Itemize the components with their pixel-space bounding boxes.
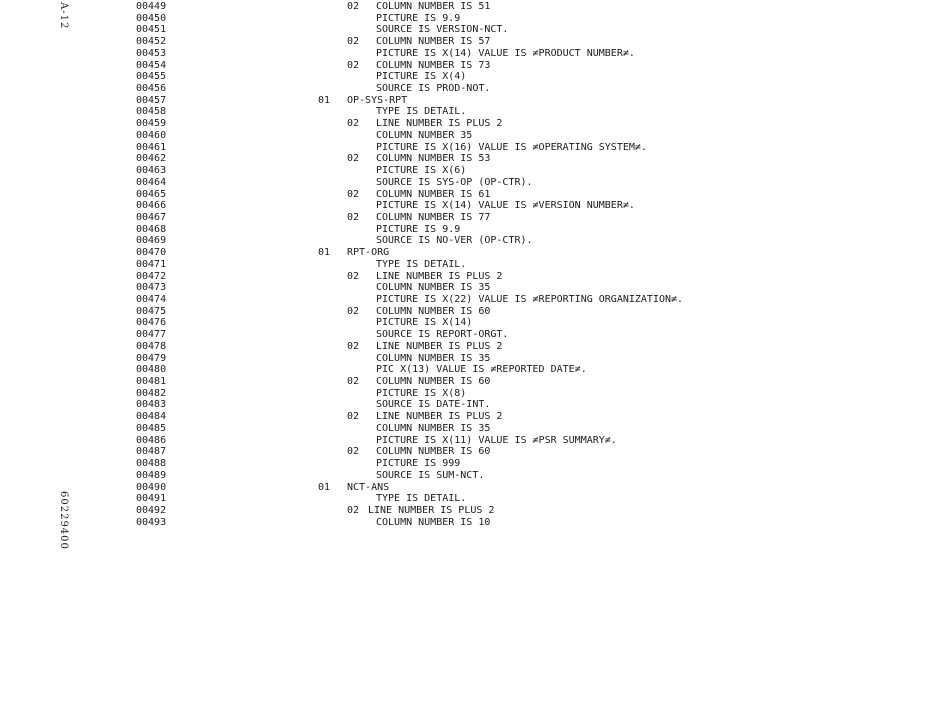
listing-line xyxy=(0,376,950,388)
statement-text: COLUMN NUMBER IS 77 xyxy=(376,211,491,223)
statement-text: COLUMN NUMBER IS 73 xyxy=(376,59,491,71)
listing-line xyxy=(0,1,950,13)
listing-line xyxy=(0,60,950,72)
listing-line xyxy=(0,317,950,329)
line-number: 00488 xyxy=(136,458,167,470)
statement-text: LINE NUMBER IS PLUS 2 xyxy=(376,270,503,282)
listing-line xyxy=(0,118,950,130)
listing-line xyxy=(0,200,950,212)
level-number: 02 xyxy=(347,36,360,48)
page-number-label: A-12 xyxy=(58,2,69,30)
line-number: 00461 xyxy=(136,141,167,153)
listing-line xyxy=(0,306,950,318)
line-number: 00459 xyxy=(136,118,167,130)
listing-line xyxy=(0,341,950,353)
statement-text: PICTURE IS X(22) VALUE IS ≠REPORTING ORGANIZATION≠. xyxy=(376,294,684,305)
listing-line xyxy=(0,95,950,107)
line-number: 00456 xyxy=(136,83,167,95)
statement-text: PICTURE IS X(16) VALUE IS ≠OPERATING SYSTEM≠. xyxy=(376,141,647,153)
statement-text: COLUMN NUMBER IS 51 xyxy=(376,1,491,12)
line-number: 00474 xyxy=(136,294,167,305)
line-number: 00482 xyxy=(136,387,167,399)
statement-text: PICTURE IS X(11) VALUE IS ≠PSR SUMMARY≠. xyxy=(376,434,617,446)
listing-line xyxy=(0,411,950,423)
listing-line xyxy=(0,517,950,529)
statement-text: COLUMN NUMBER IS 35 xyxy=(376,422,491,434)
line-number: 00473 xyxy=(136,282,167,294)
line-number: 00491 xyxy=(136,493,167,505)
statement-text: SOURCE IS DATE-INT. xyxy=(376,399,491,411)
line-number: 00475 xyxy=(136,305,167,317)
level-number: 02 xyxy=(347,118,360,130)
line-number: 00451 xyxy=(136,24,167,36)
statement-text: COLUMN NUMBER IS 10 xyxy=(376,516,491,528)
listing-line xyxy=(0,165,950,177)
line-number: 00460 xyxy=(136,129,167,141)
statement-text: COLUMN NUMBER 35 xyxy=(376,129,473,141)
line-number: 00470 xyxy=(136,247,167,259)
listing-line xyxy=(0,294,950,306)
statement-text: PICTURE IS X(6) xyxy=(376,165,467,177)
statement-text: COLUMN NUMBER IS 53 xyxy=(376,153,491,165)
statement-text: SOURCE IS REPORT-ORGT. xyxy=(376,329,509,341)
line-number: 00480 xyxy=(136,364,167,376)
level-number: 02 xyxy=(347,270,360,282)
statement-text: COLUMN NUMBER IS 57 xyxy=(376,36,491,48)
statement-text: COLUMN NUMBER IS 35 xyxy=(376,352,491,364)
statement-text: PICTURE IS X(8) xyxy=(376,387,467,399)
level-number: 01 xyxy=(318,94,331,106)
statement-text: NCT-ANS xyxy=(347,481,390,493)
level-number: 02 xyxy=(347,1,360,12)
line-number: 00450 xyxy=(136,12,167,24)
line-number: 00467 xyxy=(136,211,167,223)
line-number: 00487 xyxy=(136,446,167,458)
listing-line xyxy=(0,364,950,376)
line-number: 00449 xyxy=(136,1,167,12)
statement-text: TYPE IS DETAIL. xyxy=(376,493,467,505)
statement-text: SOURCE IS VERSION-NCT. xyxy=(376,24,509,36)
statement-text: LINE NUMBER IS PLUS 2 xyxy=(376,411,503,423)
statement-text: PICTURE IS X(4) xyxy=(376,71,467,83)
line-number: 00471 xyxy=(136,258,167,270)
listing-line xyxy=(0,271,950,283)
line-number: 00463 xyxy=(136,165,167,177)
listing-line xyxy=(0,423,950,435)
level-number: 02 xyxy=(347,446,360,458)
line-number: 00485 xyxy=(136,422,167,434)
statement-text: PICTURE IS 9.9 xyxy=(376,12,461,24)
statement-text: SOURCE IS SYS-OP (OP-CTR). xyxy=(376,176,533,188)
statement-text: PICTURE IS X(14) VALUE IS ≠VERSION NUMBER≠. xyxy=(376,200,635,212)
statement-text: LINE NUMBER IS PLUS 2 xyxy=(376,118,503,130)
level-number: 02 xyxy=(347,340,360,352)
line-number: 00452 xyxy=(136,36,167,48)
line-number: 00481 xyxy=(136,376,167,388)
listing-line xyxy=(0,153,950,165)
line-number: 00479 xyxy=(136,352,167,364)
line-number: 00462 xyxy=(136,153,167,165)
document-code-label: 60229400 xyxy=(58,491,69,550)
listing-line xyxy=(0,212,950,224)
listing-line xyxy=(0,235,950,247)
statement-text: SOURCE IS PROD-NOT. xyxy=(376,83,491,95)
line-number: 00468 xyxy=(136,223,167,235)
listing-line xyxy=(0,259,950,271)
line-number: 00492 xyxy=(136,504,167,516)
listing-line xyxy=(0,247,950,259)
line-number: 00469 xyxy=(136,235,167,247)
statement-text: PICTURE IS X(14) xyxy=(376,317,473,329)
level-number: 01 xyxy=(318,247,331,259)
listing-line xyxy=(0,482,950,494)
listing-line xyxy=(0,470,950,482)
line-number: 00455 xyxy=(136,71,167,83)
listing-line xyxy=(0,224,950,236)
line-number: 00484 xyxy=(136,411,167,423)
statement-text: SOURCE IS NO-VER (OP-CTR). xyxy=(376,235,533,247)
listing-line xyxy=(0,130,950,142)
listing-line xyxy=(0,13,950,25)
statement-text: SOURCE IS SUM-NCT. xyxy=(376,469,485,481)
line-number: 00465 xyxy=(136,188,167,200)
listing-line xyxy=(0,282,950,294)
listing-line xyxy=(0,505,950,517)
listing-line xyxy=(0,24,950,36)
line-number: 00454 xyxy=(136,59,167,71)
listing-line xyxy=(0,353,950,365)
listing-line xyxy=(0,106,950,118)
statement-text: COLUMN NUMBER IS 60 xyxy=(376,446,491,458)
line-number: 00453 xyxy=(136,47,167,59)
listing-line xyxy=(0,177,950,189)
statement-text: COLUMN NUMBER IS 35 xyxy=(376,282,491,294)
line-number: 00457 xyxy=(136,94,167,106)
line-number: 00489 xyxy=(136,469,167,481)
line-number: 00486 xyxy=(136,434,167,446)
level-number: 02 xyxy=(347,376,360,388)
line-number: 00458 xyxy=(136,106,167,118)
listing-line xyxy=(0,435,950,447)
statement-text: PICTURE IS 999 xyxy=(376,458,461,470)
listing-line xyxy=(0,48,950,60)
listing-line xyxy=(0,388,950,400)
statement-text: COLUMN NUMBER IS 60 xyxy=(376,305,491,317)
listing-line xyxy=(0,458,950,470)
statement-text: RPT-ORG xyxy=(347,247,390,259)
line-number: 00483 xyxy=(136,399,167,411)
level-number: 01 xyxy=(318,481,331,493)
level-number: 02 xyxy=(347,411,360,423)
listing-line xyxy=(0,329,950,341)
line-number: 00490 xyxy=(136,481,167,493)
line-number: 00464 xyxy=(136,176,167,188)
line-number: 00478 xyxy=(136,340,167,352)
level-number: 02 xyxy=(347,59,360,71)
listing-line xyxy=(0,36,950,48)
listing-line xyxy=(0,83,950,95)
listing-line xyxy=(0,142,950,154)
statement-text: PICTURE IS X(14) VALUE IS ≠PRODUCT NUMBER≠. xyxy=(376,47,635,59)
listing-line xyxy=(0,189,950,201)
line-number: 00477 xyxy=(136,329,167,341)
line-number: 00476 xyxy=(136,317,167,329)
level-number: 02 xyxy=(347,504,360,516)
level-number: 02 xyxy=(347,188,360,200)
listing-line xyxy=(0,493,950,505)
statement-text: TYPE IS DETAIL. xyxy=(376,258,467,270)
line-number: 00472 xyxy=(136,270,167,282)
line-number: 00493 xyxy=(136,516,167,528)
listing-line xyxy=(0,446,950,458)
statement-text: LINE NUMBER IS PLUS 2 xyxy=(368,504,495,516)
level-number: 02 xyxy=(347,211,360,223)
level-number: 02 xyxy=(347,305,360,317)
statement-text: OP-SYS-RPT xyxy=(347,94,408,106)
listing-line xyxy=(0,71,950,83)
statement-text: LINE NUMBER IS PLUS 2 xyxy=(376,340,503,352)
statement-text: PICTURE IS 9.9 xyxy=(376,223,461,235)
statement-text: COLUMN NUMBER IS 61 xyxy=(376,188,491,200)
statement-text: COLUMN NUMBER IS 60 xyxy=(376,376,491,388)
statement-text: PIC X(13) VALUE IS ≠REPORTED DATE≠. xyxy=(376,364,587,376)
listing-line xyxy=(0,399,950,411)
statement-text: TYPE IS DETAIL. xyxy=(376,106,467,118)
level-number: 02 xyxy=(347,153,360,165)
line-number: 00466 xyxy=(136,200,167,212)
